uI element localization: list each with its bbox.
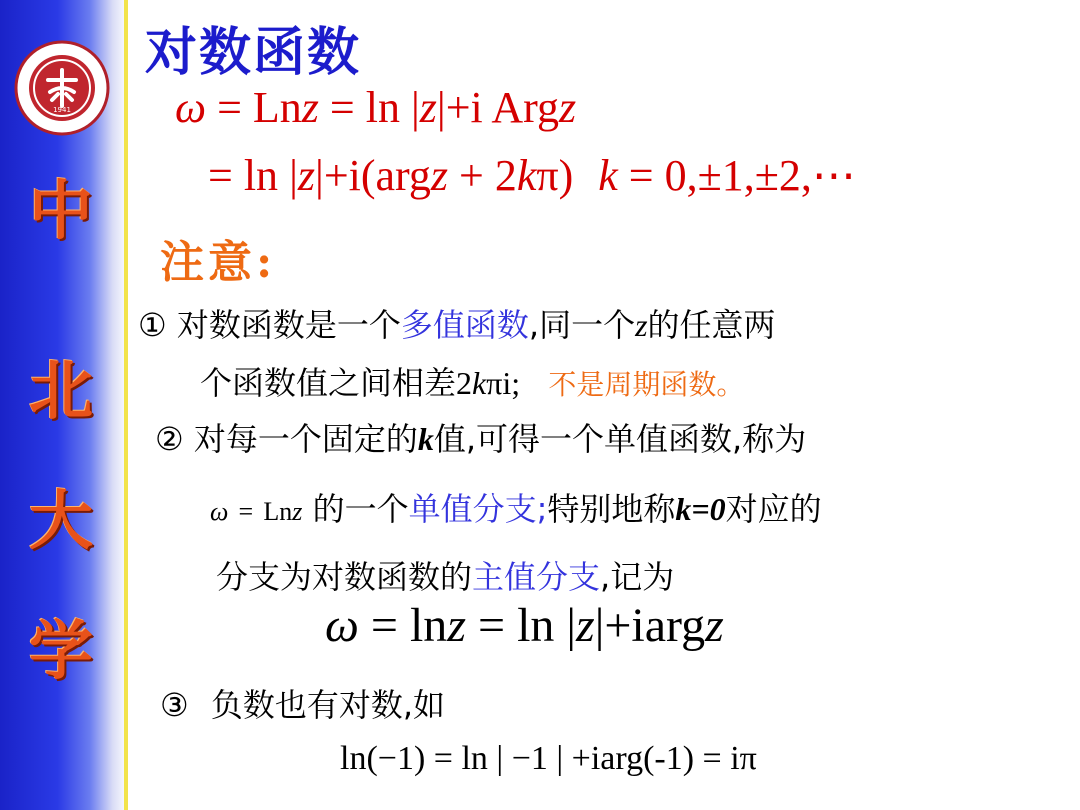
sidebar-char-4: 学 xyxy=(29,614,93,689)
page-title: 对数函数 xyxy=(145,22,362,83)
note-label: 注意: xyxy=(160,237,277,288)
item-2-line-2: ω = Lnz 的一个单值分支;特别地称k=0对应的 xyxy=(210,490,822,528)
university-logo xyxy=(14,40,110,136)
formula-principal-branch: ω = lnz = ln |z|+iargz xyxy=(325,599,724,652)
not-periodic-note: 不是周期函数。 xyxy=(548,368,745,401)
formula-definition: ω = Lnz = ln |z|+i Argz xyxy=(175,83,577,132)
sidebar-char-1: 中 xyxy=(29,174,93,249)
sidebar-divider xyxy=(124,0,128,810)
item-1-line-1: ① 对数函数是一个多值函数,同一个z的任意两 xyxy=(138,306,776,344)
omega-symbol: ω xyxy=(175,83,207,132)
svg-text:1941: 1941 xyxy=(53,106,71,114)
item-3: ③ 负数也有对数,如 xyxy=(160,686,446,724)
item-2-line-1: ② 对每一个固定的k值,可得一个单值函数,称为 xyxy=(155,420,807,458)
formula-expansion: = ln |z|+i(argz + 2kπ) k = 0,±1,±2,⋯ xyxy=(208,151,856,200)
item-1-line-2: 个函数值之间相差2kπi; 不是周期函数。 xyxy=(200,364,745,402)
item-2-line-3: 分支为对数函数的主值分支,记为 xyxy=(216,558,675,596)
sidebar-char-3: 大 xyxy=(29,484,93,559)
sidebar-char-2: 北 xyxy=(29,354,93,429)
formula-negative-log-example: ln(−1) = ln | −1 | +iarg(-1) = iπ xyxy=(340,740,757,777)
